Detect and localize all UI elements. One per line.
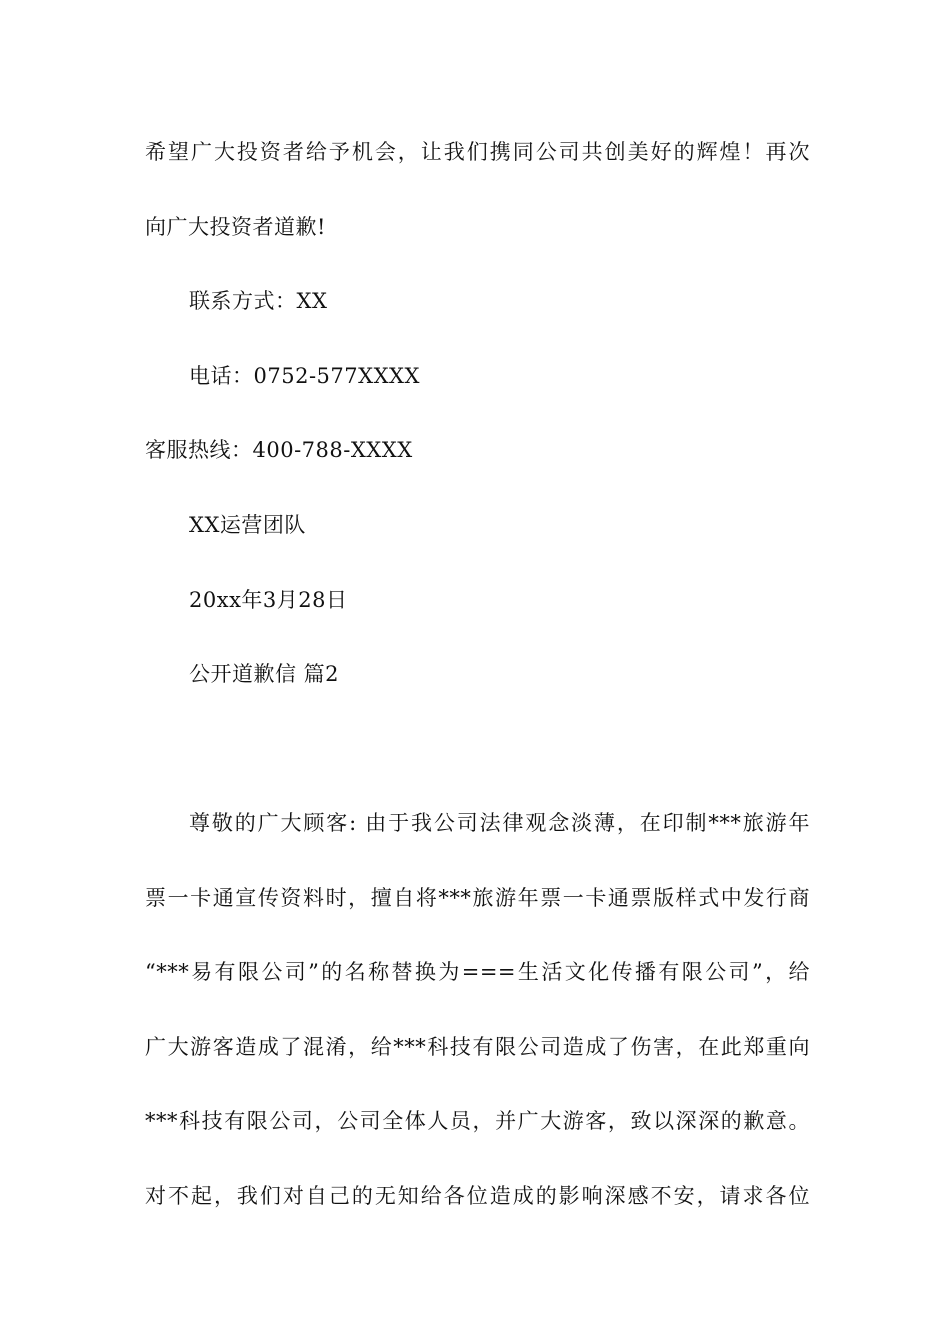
section-heading: 公开道歉信 篇2	[189, 662, 340, 686]
customer-hotline: 客服热线：400-788-XXXX	[145, 438, 413, 462]
paragraph-line: “***易有限公司”的名称替换为===生活文化传播有限公司”，给	[145, 960, 810, 984]
contact-method: 联系方式：XX	[189, 289, 328, 313]
paragraph-line: ***科技有限公司，公司全体人员，并广大游客，致以深深的歉意。	[145, 1109, 810, 1133]
paragraph-line: 广大游客造成了混淆，给***科技有限公司造成了伤害，在此郑重向	[145, 1035, 810, 1059]
team-signature: XX运营团队	[189, 513, 306, 537]
paragraph-line: 对不起，我们对自己的无知给各位造成的影响深感不安，请求各位	[145, 1184, 810, 1208]
paragraph-line: 希望广大投资者给予机会，让我们携同公司共创美好的辉煌！再次	[145, 140, 810, 164]
letter-date: 20xx年3月28日	[189, 588, 348, 612]
phone-number: 电话：0752-577XXXX	[189, 364, 420, 388]
paragraph-line: 向广大投资者道歉!	[145, 215, 326, 239]
paragraph-line: 尊敬的广大顾客: 由于我公司法律观念淡薄，在印制***旅游年	[189, 811, 810, 835]
paragraph-line: 票一卡通宣传资料时，擅自将***旅游年票一卡通票版样式中发行商	[145, 886, 810, 910]
